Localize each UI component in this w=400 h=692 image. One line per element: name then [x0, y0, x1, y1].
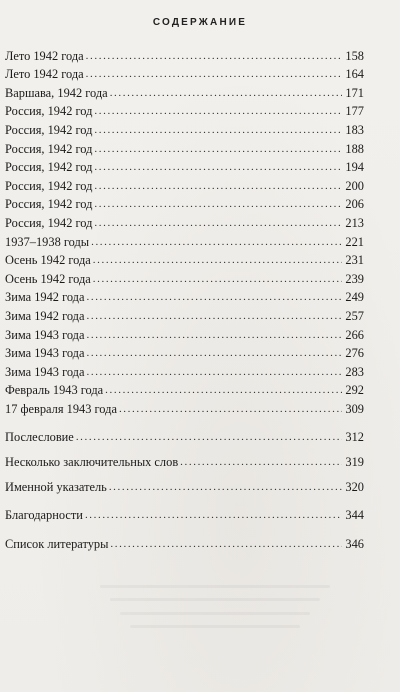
dot-leader: [86, 50, 342, 62]
dot-leader: [94, 105, 342, 117]
dot-leader: [93, 273, 342, 285]
toc-entry-page: 346: [345, 536, 364, 551]
toc-entry-label: Зима 1943 года: [5, 327, 85, 342]
toc-entry-page: 213: [345, 215, 364, 230]
toc-entry[interactable]: [5, 193, 364, 212]
dot-leader: [87, 310, 343, 322]
dot-leader: [87, 291, 343, 303]
toc-entry-label: Осень 1942 года: [5, 253, 91, 268]
toc-entry-page: 283: [345, 364, 364, 379]
toc-entry-label: Зима 1942 года: [5, 308, 85, 323]
toc-entry-label: Россия, 1942 год: [5, 122, 93, 137]
bleed-through-line: [100, 585, 330, 588]
dot-leader: [86, 68, 342, 80]
toc-entry[interactable]: [5, 450, 364, 469]
toc-entry-page: 276: [345, 346, 364, 361]
page-title: СОДЕРЖАНИЕ: [152, 17, 248, 28]
toc-entry[interactable]: [5, 304, 364, 323]
toc-entry[interactable]: [5, 137, 364, 156]
dot-leader: [94, 217, 342, 229]
toc-entry-page: 292: [345, 383, 364, 398]
toc-entry-page: 183: [345, 122, 364, 137]
toc-entry[interactable]: [5, 81, 364, 100]
dot-leader: [119, 403, 342, 415]
toc-entry-label: Февраль 1943 года: [5, 383, 104, 398]
toc-entry-page: 231: [345, 253, 364, 268]
toc-entry-page: 194: [345, 160, 364, 175]
toc-entry-label: Лето 1942 года: [5, 67, 84, 82]
toc-entry-label: 1937–1938 годы: [5, 234, 90, 249]
dot-leader: [110, 538, 342, 550]
dot-leader: [87, 366, 343, 378]
bleed-through-line: [110, 598, 320, 601]
toc-entry[interactable]: [5, 360, 364, 379]
toc-entry[interactable]: [5, 211, 364, 230]
toc-entry-label: Россия, 1942 год: [5, 178, 93, 193]
toc-entry-label: Осень 1942 года: [5, 271, 91, 286]
toc-entry[interactable]: [5, 323, 364, 342]
toc-entry-label: Благодарности: [5, 508, 83, 523]
toc-entry-label: Россия, 1942 год: [5, 160, 93, 175]
toc-entry[interactable]: [5, 230, 364, 249]
dot-leader: [180, 456, 342, 468]
table-of-contents: [5, 44, 364, 551]
toc-entry[interactable]: [5, 379, 364, 398]
toc-entry-label: Россия, 1942 год: [5, 104, 93, 119]
dot-leader: [76, 431, 342, 443]
toc-entry[interactable]: [5, 426, 364, 445]
toc-entry[interactable]: [5, 156, 364, 175]
dot-leader: [94, 180, 342, 192]
toc-entry-page: 206: [345, 197, 364, 212]
toc-entry[interactable]: [5, 397, 364, 416]
toc-entry-label: Зима 1943 года: [5, 346, 85, 361]
toc-entry-page: 164: [345, 67, 364, 82]
dot-leader: [91, 236, 342, 248]
toc-entry-page: 221: [345, 234, 364, 249]
dot-leader: [93, 254, 342, 266]
bleed-through-line: [120, 612, 310, 615]
toc-entry-page: 320: [345, 479, 364, 494]
dot-leader: [94, 124, 342, 136]
toc-entry-label: Именной указатель: [5, 479, 107, 494]
dot-leader: [110, 87, 342, 99]
dot-leader: [94, 198, 342, 210]
toc-entry-page: 266: [345, 327, 364, 342]
toc-entry-label: 17 февраля 1943 года: [5, 401, 117, 416]
toc-entry-page: 239: [345, 271, 364, 286]
toc-entry[interactable]: [5, 100, 364, 119]
toc-entry-page: 188: [345, 141, 364, 156]
toc-entry[interactable]: [5, 174, 364, 193]
toc-entry-label: Зима 1943 года: [5, 364, 85, 379]
toc-entry[interactable]: [5, 267, 364, 286]
toc-entry-page: 171: [345, 85, 364, 100]
toc-entry-label: Россия, 1942 год: [5, 141, 93, 156]
toc-entry-label: Россия, 1942 год: [5, 215, 93, 230]
dot-leader: [87, 347, 343, 359]
toc-entry-page: 249: [345, 290, 364, 305]
dot-leader: [85, 509, 342, 521]
toc-entry-label: Лето 1942 года: [5, 48, 84, 63]
toc-entry-label: Несколько заключительных слов: [5, 455, 179, 470]
toc-entry-label: Варшава, 1942 года: [5, 85, 108, 100]
toc-entry[interactable]: [5, 504, 364, 523]
dot-leader: [109, 481, 342, 493]
dot-leader: [94, 143, 342, 155]
toc-entry-label: Послесловие: [5, 430, 74, 445]
dot-leader: [87, 329, 343, 341]
toc-entry-label: Список литературы: [5, 536, 109, 551]
toc-entry-page: 309: [345, 401, 364, 416]
toc-entry-page: 158: [345, 48, 364, 63]
bleed-through-line: [130, 625, 300, 628]
toc-entry[interactable]: [5, 249, 364, 268]
toc-entry[interactable]: [5, 118, 364, 137]
toc-entry-page: 257: [345, 308, 364, 323]
toc-entry-page: 177: [345, 104, 364, 119]
toc-entry[interactable]: [5, 63, 364, 82]
toc-entry-page: 200: [345, 178, 364, 193]
toc-entry-page: 319: [345, 455, 364, 470]
toc-entry[interactable]: [5, 44, 364, 63]
toc-entry[interactable]: [5, 475, 364, 494]
toc-entry-page: 312: [345, 430, 364, 445]
toc-entry-label: Россия, 1942 год: [5, 197, 93, 212]
dot-leader: [94, 161, 342, 173]
dot-leader: [105, 384, 342, 396]
toc-entry-page: 344: [345, 508, 364, 523]
toc-entry[interactable]: [5, 286, 364, 305]
toc-entry[interactable]: [5, 342, 364, 361]
toc-entry[interactable]: [5, 532, 364, 551]
toc-entry-label: Зима 1942 года: [5, 290, 85, 305]
